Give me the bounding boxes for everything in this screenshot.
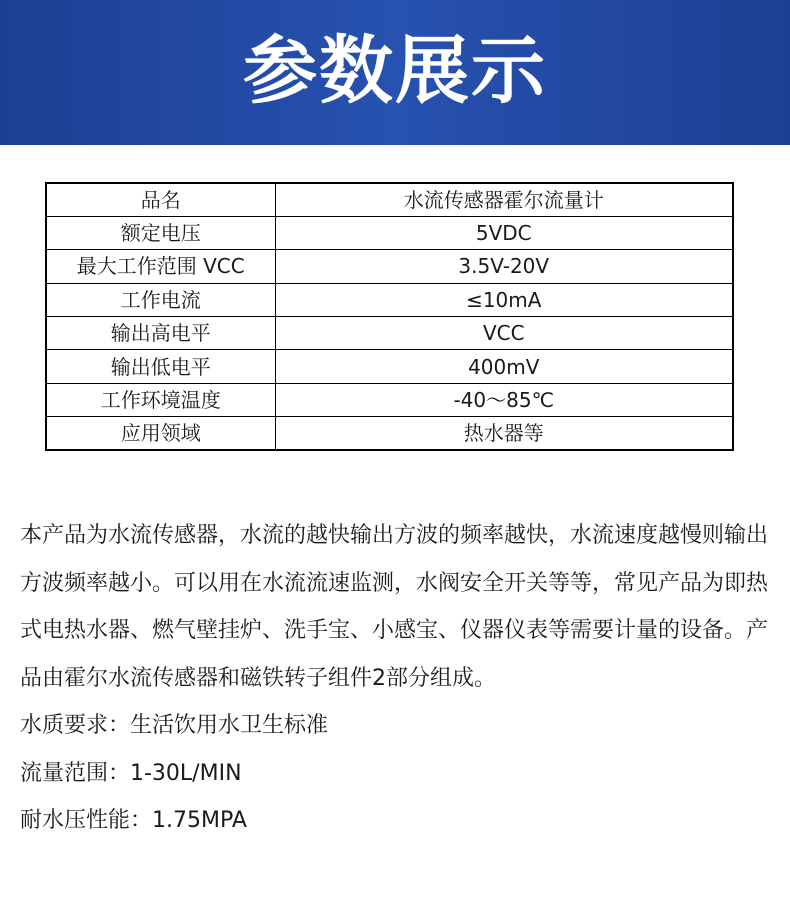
water-quality-line: 水质要求：生活饮用水卫生标准 [20,713,329,738]
spec-name-cell: 应用领域 [46,417,275,450]
header-banner [0,0,790,145]
product-description [20,512,770,845]
spec-name-cell: 工作电流 [46,283,275,316]
pressure-line: 耐水压性能：1.75MPA [20,808,247,833]
table-row [46,250,733,283]
table-row [46,216,733,249]
table-row [46,183,733,216]
flow-range-line: 流量范围：1-30L/MIN [20,760,242,786]
spec-value-cell: VCC [275,317,733,350]
spec-value-cell: 3.5V-20V [275,250,733,283]
table-row [46,383,733,416]
table-row [46,350,733,383]
spec-name-cell: 输出低电平 [46,350,275,383]
spec-name-cell: 工作环境温度 [46,383,275,416]
spec-name-cell: 输出高电平 [46,317,275,350]
spec-value-cell: 热水器等 [275,417,733,450]
page-title: 参数展示 [243,27,547,114]
table-row [46,417,733,450]
description-intro: 本产品为水流传感器，水流的越快输出方波的频率越快，水流速度越慢则输出方波频率越小。可以用在水流流速监测，水阀安全开关等等，常见产品为即热式电热水器、燃气壁挂炉、洗手宝、小感宝、仪器仪表等需要计量的设备。产品由霍尔水流传感器和磁铁转子组件2部分组成。 [20,523,769,691]
spec-name-cell: 额定电压 [46,216,275,249]
spec-value-cell: 5VDC [275,216,733,249]
spec-value-cell: ≤10mA [275,283,733,316]
table-row [46,317,733,350]
spec-name-cell: 最大工作范围 VCC [46,250,275,283]
spec-value-cell: -40～85℃ [275,383,733,416]
spec-value-cell: 400mV [275,350,733,383]
spec-value-cell: 水流传感器霍尔流量计 [275,183,733,216]
spec-table [45,182,734,451]
table-row [46,283,733,316]
spec-name-cell: 品名 [46,183,275,216]
